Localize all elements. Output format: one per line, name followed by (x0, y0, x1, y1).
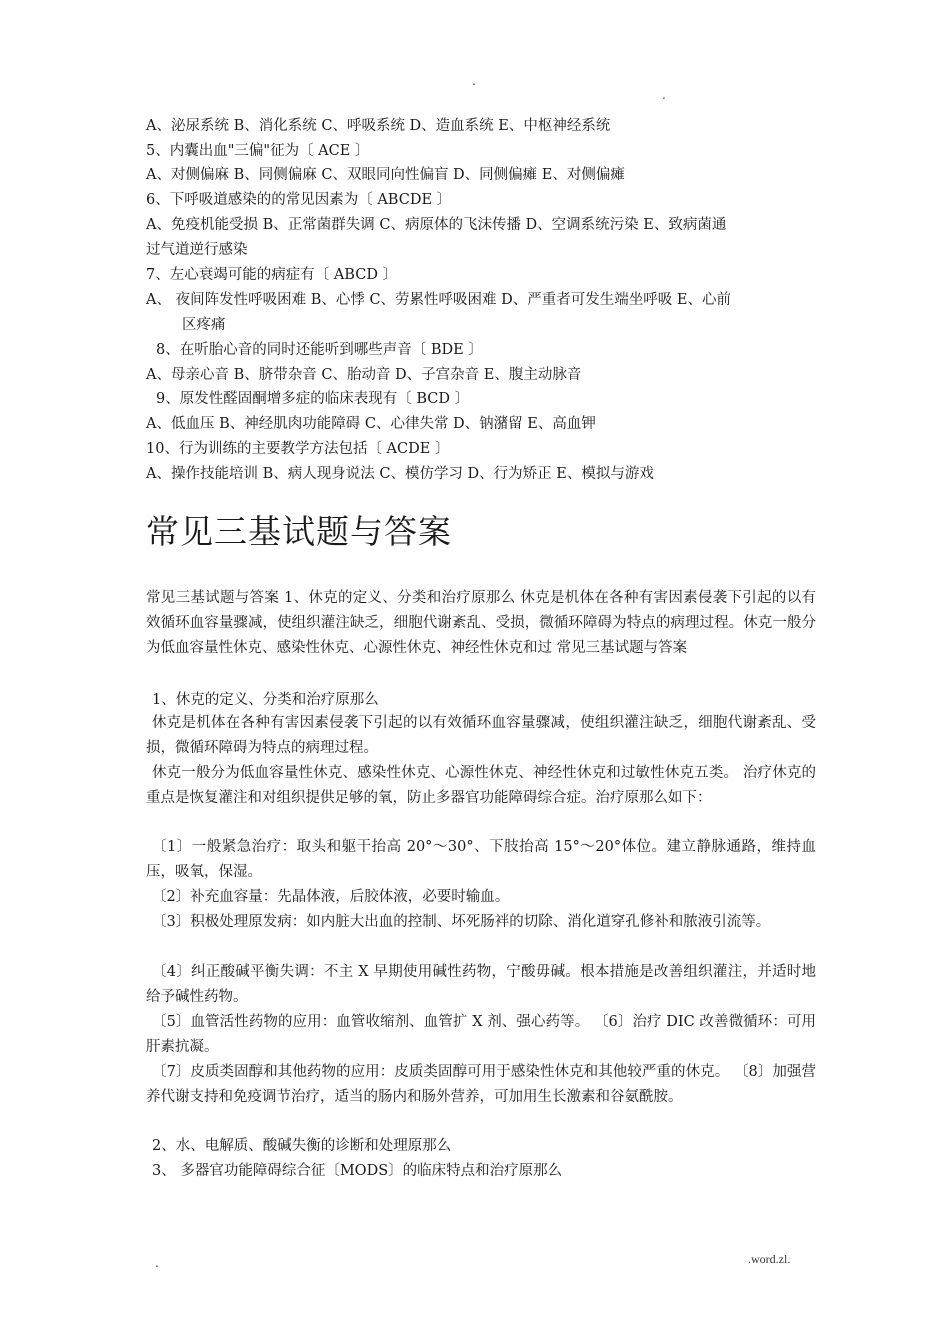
question-line: 10、行为训练的主要教学方法包括〔 ACDE 〕 (146, 441, 450, 457)
footer-watermark: .word.zl. (748, 1252, 791, 1266)
paragraph: 〔1〕一般紧急治疗：取头和躯干抬高 20°～30°、下肢抬高 15°～20°体位。建立静脉通路，维持血压，吸氧，保湿。 (146, 839, 816, 880)
answer-options: A、 夜间阵发性呼吸困难 B、心悸 C、劳累性呼吸困难 D、严重者可发生端坐呼吸 E、心前 (146, 292, 731, 308)
header-dot: . (472, 74, 476, 88)
answer-options: A、低血压 B、神经肌肉功能障碍 C、心律失常 D、钠潴留 E、高血钾 (146, 416, 596, 432)
subheading: 2、水、电解质、酸碱失衡的诊断和处理原那么 (152, 1138, 452, 1154)
question-line: 8、在听胎心音的同时还能听到哪些声音〔 BDE 〕 (156, 342, 483, 358)
answer-options: A、免疫机能受损 B、正常菌群失调 C、病原体的飞沫传播 D、空调系统污染 E、致病菌通 (146, 217, 727, 233)
answer-options-cont: 过气道逆行感染 (146, 242, 248, 258)
answer-options-cont: 区疼痛 (182, 317, 226, 333)
answer-options: A、母亲心音 B、脐带杂音 C、胎动音 D、子宫杂音 E、腹主动脉音 (146, 367, 582, 383)
subheading: 1、休克的定义、分类和治疗原那么 (152, 692, 379, 708)
footer-dot: . (155, 1256, 159, 1270)
paragraph: 〔7〕皮质类固醇和其他药物的应用：皮质类固醇可用于感染性休克和其他较严重的休克。 〔8〕加强营养代谢支持和免疫调节治疗，适当的肠内和肠外营养，可加用生长激素和谷氨酰胺。 (146, 1064, 816, 1105)
answer-options: A、对侧偏麻 B、同侧偏麻 C、双眼同向性偏盲 D、同侧偏瘫 E、对侧偏瘫 (146, 167, 625, 183)
answer-options: A、泌尿系统 B、消化系统 C、呼吸系统 D、造血系统 E、中枢神经系统 (146, 118, 611, 134)
paragraph: 〔4〕纠正酸碱平衡失调：不主 X 早期使用碱性药物，宁酸毋碱。根本措施是改善组织灌注，并适时地给予碱性药物。 (146, 964, 816, 1005)
answer-options: A、操作技能培训 B、病人现身说法 C、模仿学习 D、行为矫正 E、模拟与游戏 (146, 466, 654, 482)
paragraph: 〔5〕血管活性药物的应用：血管收缩剂、血管扩 X 剂、强心药等。 〔6〕治疗 DIC 改善微循环：可用肝素抗凝。 (146, 1014, 816, 1055)
paragraph: 休克是机体在各种有害因素侵袭下引起的以有效循环血容量骤减，使组织灌注缺乏，细胞代谢紊乱、受损，微循环障碍为特点的病理过程。 (146, 715, 816, 756)
question-line: 9、原发性醛固酮增多症的临床表现有〔 BCD 〕 (156, 391, 470, 407)
question-line: 6、下呼吸道感染的的常见因素为〔 ABCDE 〕 (146, 192, 452, 208)
section-title: 常见三基试题与答案 (146, 512, 452, 551)
question-line: 5、内囊出血"三偏"征为〔 ACE 〕 (146, 143, 370, 159)
question-line: 7、左心衰竭可能的病症有〔 ABCD 〕 (146, 267, 398, 283)
header-dot: . (662, 88, 666, 102)
subheading: 3、 多器官功能障碍综合征〔MODS〕的临床特点和治疗原那么 (152, 1163, 563, 1179)
paragraph: 休克一般分为低血容量性休克、感染性休克、心源性休克、神经性休克和过敏性休克五类。 治疗休克的重点是恢复灌注和对组织提供足够的氧，防止多器官功能障碍综合症。治疗原那么如下： (146, 765, 816, 806)
summary-paragraph: 常见三基试题与答案 1、休克的定义、分类和治疗原那么 休克是机体在各种有害因素侵袭下引起的以有效循环血容量骤减，使组织灌注缺乏，细胞代谢紊乱、受损，微循环障碍为特点的病理过程。休克一般分为低血容量性休克、感染性休克、心源性休克、神经性休克和过 常见三基试题与答案 (146, 590, 816, 656)
paragraph: 〔3〕积极处理原发病：如内脏大出血的控制、坏死肠袢的切除、消化道穿孔修补和脓液引流等。 (152, 914, 771, 930)
paragraph: 〔2〕补充血容量：先晶体液，后胶体液，必要时输血。 (152, 889, 510, 905)
